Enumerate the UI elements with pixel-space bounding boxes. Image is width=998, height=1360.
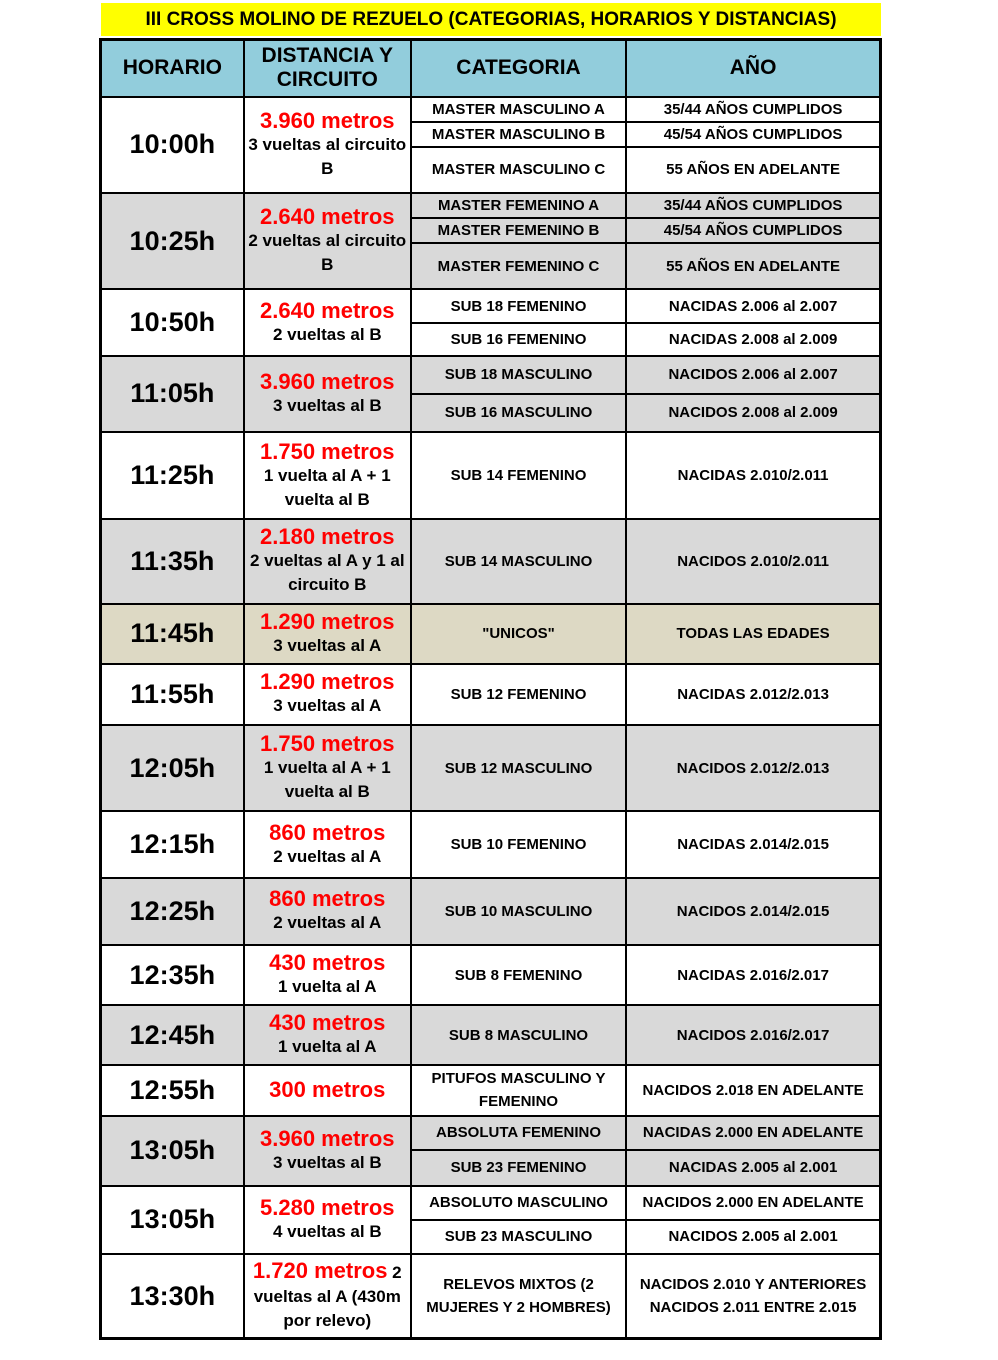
distance-laps: 1 vuelta al A xyxy=(277,1037,377,1057)
year-cell: NACIDAS 2.014/2.015 xyxy=(626,811,880,877)
time-cell: 11:35h xyxy=(101,519,244,603)
distance-meters: 430 metros xyxy=(269,1010,386,1036)
distance-cell xyxy=(244,356,411,432)
distance-meters: 2.640 metros xyxy=(260,297,395,323)
category-cell: MASTER FEMENINO C xyxy=(411,243,626,289)
category-cell: SUB 16 MASCULINO xyxy=(411,394,626,432)
year-cell: NACIDOS 2.005 al 2.001 xyxy=(626,1220,880,1254)
header-distance: DISTANCIA Y CIRCUITO xyxy=(244,40,411,97)
distance-laps: 2 vueltas al A y 1 al circuito B xyxy=(249,551,405,595)
distance-cell xyxy=(244,519,411,603)
distance-cell xyxy=(244,725,411,811)
distance-laps: 3 vueltas al B xyxy=(272,395,382,415)
distance-meters: 2.180 metros xyxy=(260,524,395,550)
distance-laps: 2 vueltas al A (430m por relevo) xyxy=(253,1263,402,1330)
distance-meters: 3.960 metros xyxy=(260,368,395,394)
year-cell: NACIDOS 2.018 EN ADELANTE xyxy=(626,1065,880,1115)
category-cell: MASTER FEMENINO B xyxy=(411,218,626,243)
table-row xyxy=(101,97,881,122)
year-cell: 35/44 AÑOS CUMPLIDOS xyxy=(626,193,880,218)
year-cell: NACIDAS 2.008 al 2.009 xyxy=(626,323,880,356)
distance-meters: 300 metros xyxy=(269,1077,386,1103)
category-cell: SUB 8 FEMENINO xyxy=(411,945,626,1005)
category-cell: "UNICOS" xyxy=(411,604,626,664)
category-cell: PITUFOS MASCULINO Y FEMENINO xyxy=(411,1065,626,1115)
distance-laps: 2 vueltas al A xyxy=(273,913,382,933)
category-cell: SUB 18 FEMENINO xyxy=(411,289,626,322)
year-cell: NACIDAS 2.016/2.017 xyxy=(626,945,880,1005)
distance-laps: 3 vueltas al A xyxy=(273,696,382,716)
distance-meters: 1.720 metros xyxy=(252,1258,388,1283)
table-row xyxy=(101,356,881,394)
distance-laps: 1 vuelta al A + 1 vuelta al B xyxy=(263,758,391,802)
year-line: NACIDOS 2.011 ENTRE 2.015 xyxy=(649,1299,857,1316)
time-cell: 12:15h xyxy=(101,811,244,877)
distance-cell xyxy=(244,97,411,193)
category-cell: MASTER MASCULINO B xyxy=(411,122,626,147)
year-cell: NACIDAS 2.010/2.011 xyxy=(626,432,880,519)
category-cell: ABSOLUTO MASCULINO xyxy=(411,1186,626,1220)
table-row xyxy=(101,878,881,945)
distance-laps: 4 vueltas al B xyxy=(272,1221,382,1241)
distance-cell xyxy=(244,604,411,664)
year-cell: 45/54 AÑOS CUMPLIDOS xyxy=(626,122,880,147)
distance-laps: 3 vueltas al B xyxy=(272,1152,382,1172)
time-cell: 12:05h xyxy=(101,725,244,811)
time-cell: 10:25h xyxy=(101,193,244,289)
time-cell: 13:05h xyxy=(101,1116,244,1186)
category-cell: RELEVOS MIXTOS (2 MUJERES Y 2 HOMBRES) xyxy=(411,1254,626,1338)
category-cell: SUB 10 MASCULINO xyxy=(411,878,626,945)
table-row xyxy=(101,1186,881,1220)
header-row xyxy=(101,40,881,97)
year-cell: TODAS LAS EDADES xyxy=(626,604,880,664)
distance-cell xyxy=(244,1005,411,1065)
table-row xyxy=(101,604,881,664)
year-cell: NACIDOS 2.008 al 2.009 xyxy=(626,394,880,432)
distance-laps: 2 vueltas al circuito B xyxy=(248,231,407,275)
distance-laps: 1 vuelta al A xyxy=(277,977,377,996)
category-cell: SUB 12 FEMENINO xyxy=(411,664,626,725)
year-line: NACIDOS 2.010 Y ANTERIORES xyxy=(639,1276,867,1293)
time-cell: 11:55h xyxy=(101,664,244,725)
distance-cell xyxy=(244,945,411,1005)
time-cell: 12:35h xyxy=(101,945,244,1005)
category-cell: MASTER MASCULINO A xyxy=(411,97,626,122)
year-cell: NACIDOS 2.012/2.013 xyxy=(626,725,880,811)
table-row xyxy=(101,1254,881,1338)
year-cell: NACIDAS 2.000 EN ADELANTE xyxy=(626,1116,880,1150)
year-cell xyxy=(626,1254,880,1338)
distance-meters: 430 metros xyxy=(269,950,386,975)
distance-meters: 1.750 metros xyxy=(260,438,395,464)
category-cell: MASTER MASCULINO C xyxy=(411,147,626,193)
distance-cell xyxy=(244,193,411,289)
year-cell: 55 AÑOS EN ADELANTE xyxy=(626,147,880,193)
header-category: CATEGORIA xyxy=(411,40,626,97)
year-cell: 45/54 AÑOS CUMPLIDOS xyxy=(626,218,880,243)
category-cell: SUB 14 FEMENINO xyxy=(411,432,626,519)
table-row xyxy=(101,432,881,519)
distance-meters: 1.290 metros xyxy=(260,669,395,695)
category-cell: ABSOLUTA FEMENINO xyxy=(411,1116,626,1150)
year-cell: NACIDOS 2.016/2.017 xyxy=(626,1005,880,1065)
category-cell: SUB 16 FEMENINO xyxy=(411,323,626,356)
distance-meters: 860 metros xyxy=(269,886,386,912)
header-time: HORARIO xyxy=(101,40,244,97)
time-cell: 11:25h xyxy=(101,432,244,519)
table-row xyxy=(101,193,881,218)
year-cell: NACIDAS 2.005 al 2.001 xyxy=(626,1150,880,1186)
table-row xyxy=(101,725,881,811)
distance-cell xyxy=(244,878,411,945)
distance-cell xyxy=(244,664,411,725)
time-cell: 12:25h xyxy=(101,878,244,945)
category-cell: SUB 12 MASCULINO xyxy=(411,725,626,811)
distance-meters: 1.290 metros xyxy=(260,608,395,634)
distance-laps: 3 vueltas al A xyxy=(273,635,382,655)
year-cell: NACIDOS 2.010/2.011 xyxy=(626,519,880,603)
distance-meters: 1.750 metros xyxy=(260,731,395,757)
table-row xyxy=(101,945,881,1005)
header-year: AÑO xyxy=(626,40,880,97)
table-row xyxy=(101,519,881,603)
distance-cell xyxy=(244,432,411,519)
table-row xyxy=(101,289,881,322)
distance-cell xyxy=(244,811,411,877)
time-cell: 10:50h xyxy=(101,289,244,355)
table-row xyxy=(101,1065,881,1115)
year-cell: NACIDOS 2.006 al 2.007 xyxy=(626,356,880,394)
category-cell: SUB 14 MASCULINO xyxy=(411,519,626,603)
distance-laps: 2 vueltas al A xyxy=(273,846,382,866)
time-cell: 11:45h xyxy=(101,604,244,664)
year-cell: NACIDOS 2.014/2.015 xyxy=(626,878,880,945)
distance-meters: 3.960 metros xyxy=(260,107,395,133)
time-cell: 11:05h xyxy=(101,356,244,432)
table-row xyxy=(101,664,881,725)
time-cell: 13:05h xyxy=(101,1186,244,1254)
distance-cell xyxy=(244,1186,411,1254)
distance-cell xyxy=(244,1065,411,1115)
category-cell: SUB 23 MASCULINO xyxy=(411,1220,626,1254)
distance-meters: 860 metros xyxy=(269,819,386,845)
distance-meters: 3.960 metros xyxy=(260,1125,395,1151)
time-cell: 12:45h xyxy=(101,1005,244,1065)
distance-cell xyxy=(244,1254,411,1338)
page-title: III CROSS MOLINO DE REZUELO (CATEGORIAS, HORARIOS Y DISTANCIAS) xyxy=(101,3,881,36)
time-cell: 13:30h xyxy=(101,1254,244,1338)
table-row xyxy=(101,811,881,877)
category-cell: SUB 18 MASCULINO xyxy=(411,356,626,394)
category-cell: SUB 10 FEMENINO xyxy=(411,811,626,877)
distance-cell xyxy=(244,1116,411,1186)
time-cell: 10:00h xyxy=(101,97,244,193)
table-row xyxy=(101,1116,881,1150)
year-cell: NACIDAS 2.006 al 2.007 xyxy=(626,289,880,322)
distance-meters: 5.280 metros xyxy=(260,1194,395,1220)
year-cell: 55 AÑOS EN ADELANTE xyxy=(626,243,880,289)
distance-cell xyxy=(244,289,411,355)
distance-laps: 3 vueltas al circuito B xyxy=(248,134,407,178)
year-cell: 35/44 AÑOS CUMPLIDOS xyxy=(626,97,880,122)
schedule-table xyxy=(99,38,882,1340)
table-row xyxy=(101,1005,881,1065)
distance-meters: 2.640 metros xyxy=(260,204,395,230)
category-cell: SUB 23 FEMENINO xyxy=(411,1150,626,1186)
year-cell: NACIDOS 2.000 EN ADELANTE xyxy=(626,1186,880,1220)
distance-laps: 1 vuelta al A + 1 vuelta al B xyxy=(263,465,391,509)
distance-laps: 2 vueltas al B xyxy=(272,324,382,344)
category-cell: SUB 8 MASCULINO xyxy=(411,1005,626,1065)
category-cell: MASTER FEMENINO A xyxy=(411,193,626,218)
time-cell: 12:55h xyxy=(101,1065,244,1115)
year-cell: NACIDAS 2.012/2.013 xyxy=(626,664,880,725)
